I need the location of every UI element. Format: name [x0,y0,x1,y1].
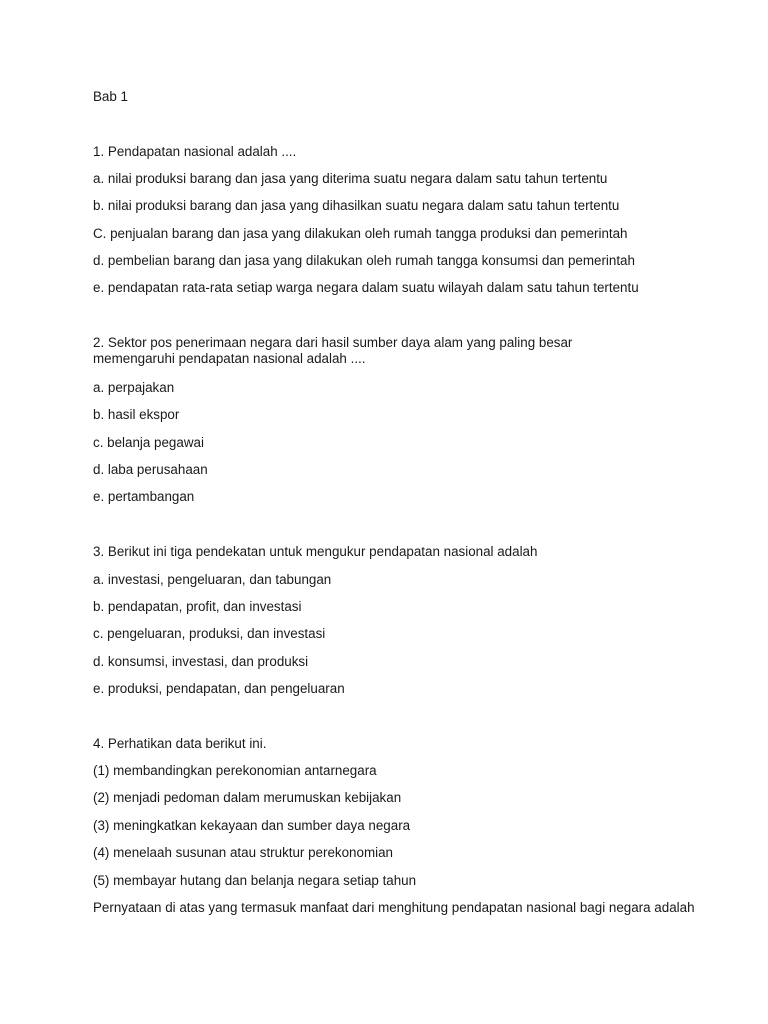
question-4-item-1: (1) membandingkan perekonomian antarnegara [93,763,377,778]
question-3-option-b: b. pendapatan, profit, dan investasi [93,599,302,614]
chapter-heading: Bab 1 [93,89,128,104]
question-2-option-d: d. laba perusahaan [93,462,208,477]
question-3-option-c: c. pengeluaran, produksi, dan investasi [93,626,326,641]
question-4-prompt: 4. Perhatikan data berikut ini. [93,736,267,751]
question-2-option-c: c. belanja pegawai [93,435,204,450]
question-3-option-a: a. investasi, pengeluaran, dan tabungan [93,572,332,587]
question-2-option-a: a. perpajakan [93,380,175,395]
question-3-prompt: 3. Berikut ini tiga pendekatan untuk mengukur pendapatan nasional adalah [93,544,538,559]
question-1-option-b: b. nilai produksi barang dan jasa yang dihasilkan suatu negara dalam satu tahun tertentu [93,198,620,213]
question-2-option-e: e. pertambangan [93,489,195,504]
question-4-closing: Pernyataan di atas yang termasuk manfaat dari menghitung pendapatan nasional bagi negara adalah [93,900,695,915]
question-1-option-e: e. pendapatan rata-rata setiap warga negara dalam suatu wilayah dalam satu tahun tertentu [93,280,639,295]
question-1-option-d: d. pembelian barang dan jasa yang dilakukan oleh rumah tangga konsumsi dan pemerintah [93,253,635,268]
question-1-prompt: 1. Pendapatan nasional adalah .... [93,144,297,159]
question-1-option-a: a. nilai produksi barang dan jasa yang diterima suatu negara dalam satu tahun tertentu [93,171,608,186]
question-4-item-4: (4) menelaah susunan atau struktur perekonomian [93,845,393,860]
question-1-option-c: C. penjualan barang dan jasa yang dilakukan oleh rumah tangga produksi dan pemerintah [93,226,628,241]
question-3-option-d: d. konsumsi, investasi, dan produksi [93,654,309,669]
question-3-option-e: e. produksi, pendapatan, dan pengeluaran [93,681,345,696]
question-2-option-b: b. hasil ekspor [93,407,180,422]
question-4-item-5: (5) membayar hutang dan belanja negara setiap tahun [93,873,417,888]
question-4-item-2: (2) menjadi pedoman dalam merumuskan kebijakan [93,790,402,805]
question-2-prompt: 2. Sektor pos penerimaan negara dari hasil sumber daya alam yang paling besar memengaruhi pendapatan nasional adalah .... [93,335,573,366]
question-4-item-3: (3) meningkatkan kekayaan dan sumber daya negara [93,818,411,833]
